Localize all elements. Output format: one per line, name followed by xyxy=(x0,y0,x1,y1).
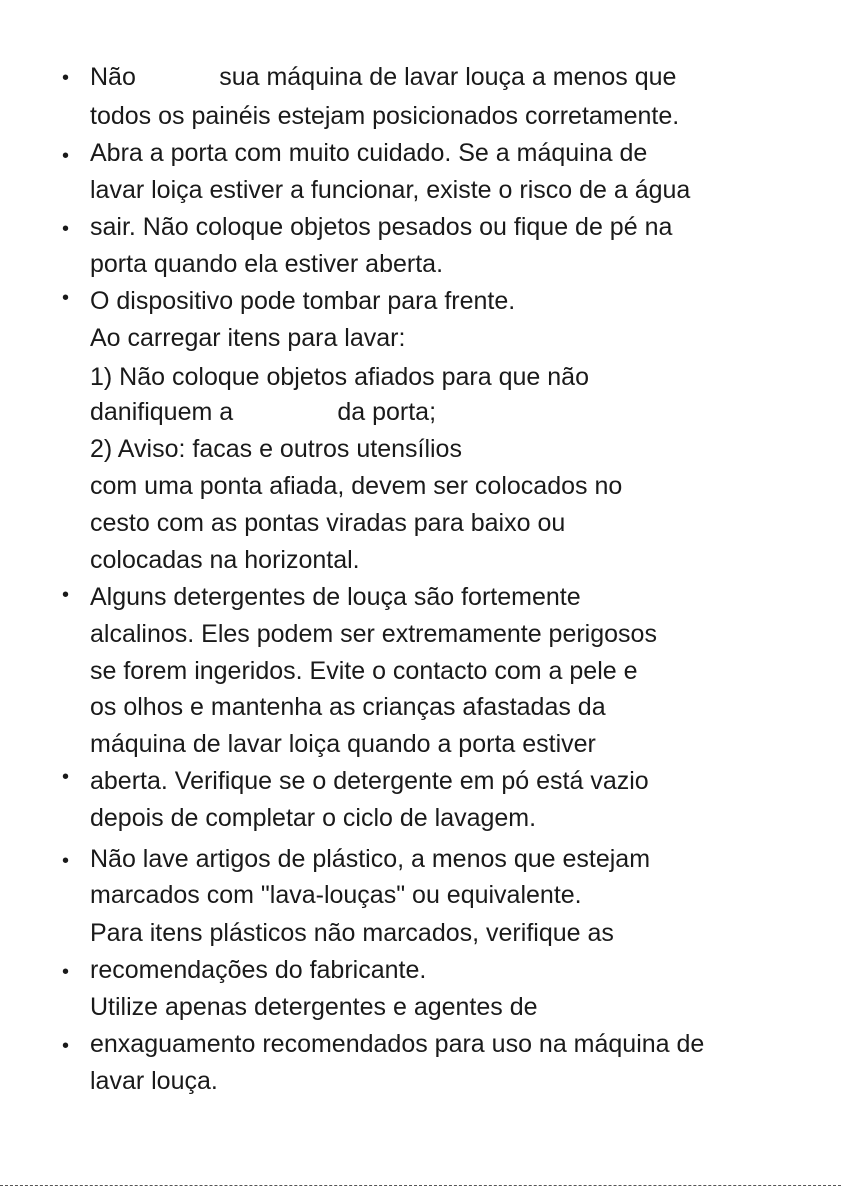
text-line: sair. Não coloque objetos pesados ou fique de pé na xyxy=(90,213,673,241)
text-line: depois de completar o ciclo de lavagem. xyxy=(90,804,537,832)
bullet-marker: • xyxy=(62,766,70,788)
text-line: os olhos e mantenha as crianças afastadas da xyxy=(90,693,606,721)
text-line: 2) Aviso: facas e outros utensílios xyxy=(90,435,462,463)
text-line: máquina de lavar loiça quando a porta estiver xyxy=(90,730,596,758)
text-line: Não lave artigos de plástico, a menos que estejam xyxy=(90,845,651,873)
text-line: Abra a porta com muito cuidado. Se a máquina de xyxy=(90,139,648,167)
bottom-divider xyxy=(0,1185,841,1186)
text-line: colocadas na horizontal. xyxy=(90,546,360,574)
text-line: marcados com "lava-louças" ou equivalente. xyxy=(90,881,582,909)
text-line: alcalinos. Eles podem ser extremamente perigosos xyxy=(90,620,657,648)
bullet-marker: • xyxy=(62,961,70,983)
bullet-marker: • xyxy=(62,218,70,240)
text-line: se forem ingeridos. Evite o contacto com a pele e xyxy=(90,657,638,685)
text-line: recomendações do fabricante. xyxy=(90,956,427,984)
text-line: aberta. Verifique se o detergente em pó está vazio xyxy=(90,767,649,795)
text-line: Não sua máquina de lavar louça a menos que xyxy=(90,63,677,91)
text-line: 1) Não coloque objetos afiados para que não xyxy=(90,363,589,391)
text-line: com uma ponta afiada, devem ser colocados no xyxy=(90,472,623,500)
bullet-marker: • xyxy=(62,67,70,89)
text-line: O dispositivo pode tombar para frente. xyxy=(90,287,516,315)
bullet-marker: • xyxy=(62,145,70,167)
text-line: Alguns detergentes de louça são fortemente xyxy=(90,583,581,611)
text-line: enxaguamento recomendados para uso na máquina de xyxy=(90,1030,705,1058)
text-line: lavar louça. xyxy=(90,1067,218,1095)
bullet-marker: • xyxy=(62,850,70,872)
bullet-marker: • xyxy=(62,287,70,309)
text-line: Ao carregar itens para lavar: xyxy=(90,324,406,352)
text-line: porta quando ela estiver aberta. xyxy=(90,250,444,278)
text-line: cesto com as pontas viradas para baixo ou xyxy=(90,509,566,537)
text-line: todos os painéis estejam posicionados corretamente. xyxy=(90,102,680,130)
text-line: lavar loiça estiver a funcionar, existe o risco de a água xyxy=(90,176,691,204)
text-line: Utilize apenas detergentes e agentes de xyxy=(90,993,538,1021)
text-line: Para itens plásticos não marcados, verifique as xyxy=(90,919,614,947)
bullet-marker: • xyxy=(62,1035,70,1057)
bullet-marker: • xyxy=(62,584,70,606)
text-line: danifiquem a da porta; xyxy=(90,398,437,426)
